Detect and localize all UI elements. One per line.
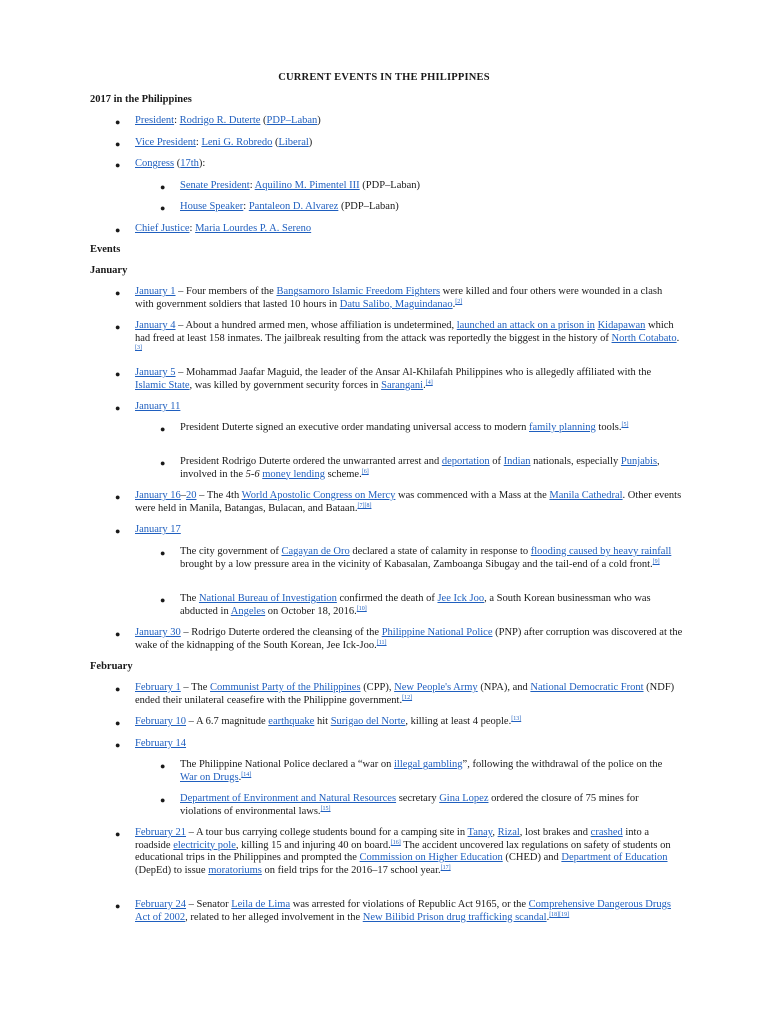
wiki-link[interactable]: Islamic State: [135, 379, 190, 391]
event-january-16: [135, 490, 683, 515]
reference-link[interactable]: [12]: [402, 694, 413, 701]
wiki-link[interactable]: Sarangani: [381, 379, 424, 391]
reference-link[interactable]: [7][8]: [357, 502, 372, 509]
event-january-17-a: [180, 546, 680, 571]
wiki-link[interactable]: Jee Ick Joo: [437, 593, 485, 604]
wiki-link[interactable]: Department of Education: [561, 852, 668, 863]
body-text: (DepEd) to issue: [135, 864, 209, 876]
wiki-link[interactable]: February 14: [135, 738, 187, 749]
reference-link[interactable]: [15]: [320, 805, 331, 812]
bullet-icon: ●: [115, 718, 121, 728]
reference-link[interactable]: [14]: [241, 771, 252, 778]
wiki-link[interactable]: 20: [186, 490, 197, 501]
body-text: confirmed the death of: [336, 593, 438, 604]
wiki-link[interactable]: Leila de Lima: [231, 899, 291, 910]
reference-link[interactable]: [6]: [361, 468, 369, 475]
reference-link[interactable]: [17]: [440, 864, 451, 871]
wiki-link[interactable]: launched an attack on a prison in: [456, 320, 595, 331]
bullet-icon: ●: [115, 160, 121, 170]
wiki-link[interactable]: Cagayan de Oro: [281, 546, 350, 557]
body-text: nationals, especially: [530, 456, 621, 467]
wiki-link[interactable]: February 1: [135, 682, 181, 693]
body-text: The Philippine National Police declared a “war on: [180, 759, 395, 770]
body-text: – About a hundred armed men, whose affiliation is undetermined,: [175, 320, 457, 331]
body-text: which had freed at least 158 inmates. The jailbreak resulting from the attack was reportedly the biggest in the history of: [135, 320, 674, 344]
bullet-icon: ●: [115, 829, 121, 839]
wiki-link[interactable]: money lending: [262, 468, 325, 480]
bullet-icon: ●: [160, 203, 166, 213]
bullet-icon: ●: [160, 424, 166, 434]
body-text: , lost brakes and: [519, 827, 591, 838]
event-february-1: [135, 682, 683, 707]
body-text: , was killed by government security forces in: [189, 379, 382, 391]
wiki-link[interactable]: Department of Environment and Natural Resources: [180, 793, 397, 804]
italic-text: 5-6: [245, 468, 260, 480]
wiki-link[interactable]: Surigao del Norte: [330, 716, 406, 727]
wiki-link[interactable]: Philippine National Police: [381, 627, 493, 638]
body-text: .: [452, 298, 456, 310]
body-text: , killing 15 and injuring 40 on board.: [235, 839, 391, 851]
wiki-link[interactable]: illegal gambling: [394, 759, 463, 770]
wiki-link[interactable]: National Democratic Front: [530, 682, 644, 693]
body-text: were killed and four others were wounded in a clash with government soldiers that lasted 10 hours in: [135, 286, 663, 310]
section-heading-2017: 2017 in the Philippines: [90, 94, 192, 105]
body-text: (CPP),: [360, 682, 395, 693]
bullet-icon: ●: [115, 288, 121, 298]
bullet-icon: ●: [115, 117, 121, 127]
wiki-link[interactable]: moratoriums: [208, 864, 262, 876]
reference-link[interactable]: [5]: [621, 422, 629, 428]
bullet-icon: ●: [115, 492, 121, 502]
event-january-30: [135, 627, 683, 652]
list-item-chief-justice: Chief Justice: Maria Lourdes P. A. Sereno: [135, 223, 312, 234]
wiki-link[interactable]: Punjabis: [620, 456, 658, 467]
list-item-congress: Congress (17th):: [135, 158, 206, 169]
senate-president-link[interactable]: Senate President: [180, 180, 250, 191]
body-text: , related to her alleged involvement in the: [185, 911, 363, 923]
wiki-link[interactable]: February 10: [135, 716, 187, 727]
wiki-link[interactable]: Rizal: [497, 827, 520, 838]
wiki-link[interactable]: Manila Cathedral: [549, 490, 623, 501]
chief-justice-link[interactable]: Chief Justice: [135, 223, 190, 234]
event-january-4: [135, 320, 683, 358]
bullet-icon: ●: [160, 458, 166, 468]
president-name-link[interactable]: Rodrigo R. Duterte: [179, 115, 261, 126]
body-text: . Other events were held in Manila, Batangas, Bulacan, and Bataan.: [135, 490, 682, 514]
bullet-icon: ●: [160, 595, 166, 605]
wiki-link[interactable]: January 4: [135, 320, 176, 331]
body-text: declared a state of calamity in response to: [349, 546, 531, 557]
bullet-icon: ●: [160, 795, 166, 805]
reference-link[interactable]: [3]: [135, 345, 142, 351]
section-heading-events: Events: [90, 244, 121, 255]
body-text: on October 18, 2016.: [265, 605, 357, 617]
body-text: – A tour bus carrying college students bound for a camping site in: [186, 827, 468, 838]
body-text: – Mohammad Jaafar Maguid, the leader of the Ansar Al-Khilafah Philippines who is allegedly affiliated with the: [175, 367, 652, 378]
wiki-link[interactable]: Kidapawan: [597, 320, 646, 331]
bullet-icon: ●: [115, 369, 121, 379]
bullet-icon: ●: [160, 761, 166, 771]
wiki-link[interactable]: New People's Army: [394, 682, 478, 693]
president-link[interactable]: President: [135, 115, 175, 126]
bullet-icon: ●: [115, 740, 121, 750]
wiki-link[interactable]: National Bureau of Investigation: [198, 593, 337, 604]
wiki-link[interactable]: Angeles: [230, 605, 266, 617]
body-text: – The: [180, 682, 211, 693]
body-text: of: [489, 456, 504, 467]
body-text: – A 6.7 magnitude: [186, 716, 269, 727]
wiki-link[interactable]: January 17: [135, 524, 181, 535]
party-link[interactable]: Liberal: [278, 137, 309, 148]
body-text: , a South Korean businessman who was abducted in: [180, 593, 651, 617]
body-text: brought by a low pressure area in the vicinity of Kabasalan, Zamboanga Sibugay and the tail-end of a cold front.: [180, 558, 653, 570]
bullet-icon: ●: [160, 182, 166, 192]
vice-president-name-link[interactable]: Leni G. Robredo: [201, 137, 273, 148]
body-text: .: [676, 332, 680, 344]
wiki-link[interactable]: World Apostolic Congress on Mercy: [241, 490, 396, 501]
body-text: – Rodrigo Duterte ordered the cleansing of the: [180, 627, 382, 638]
reference-link[interactable]: [2]: [455, 298, 463, 305]
wiki-link[interactable]: North Cotabato: [611, 332, 677, 344]
reference-link[interactable]: [9]: [652, 558, 660, 565]
bullet-icon: ●: [115, 139, 121, 149]
body-text: President Duterte signed an executive order mandating universal access to modern: [180, 422, 530, 433]
body-text: (NDF) ended their unilateral ceasefire with the Philippine government.: [135, 682, 675, 706]
wiki-link[interactable]: February 21: [135, 827, 187, 838]
wiki-link[interactable]: New Bilibid Prison drug trafficking scandal: [362, 911, 547, 923]
house-speaker-link[interactable]: House Speaker: [180, 201, 244, 212]
bullet-icon: ●: [115, 322, 121, 332]
event-january-11-b: [180, 456, 680, 481]
reference-link[interactable]: [11]: [376, 639, 387, 646]
body-text: (CHED) and: [502, 852, 562, 863]
vice-president-link[interactable]: Vice President: [135, 137, 196, 148]
wiki-link[interactable]: January 16: [135, 490, 181, 501]
body-text: , killing at least 4 people.: [405, 716, 512, 727]
wiki-link[interactable]: Indian: [503, 456, 531, 467]
event-january-5: [135, 367, 683, 392]
body-text: .: [423, 379, 426, 391]
wiki-link[interactable]: Comprehensive Dangerous Drugs Act of 2002: [135, 899, 671, 923]
bullet-icon: ●: [160, 548, 166, 558]
reference-link[interactable]: [13]: [511, 716, 522, 722]
wiki-link[interactable]: earthquake: [268, 716, 315, 727]
body-text: , involved in the: [180, 456, 660, 480]
wiki-link[interactable]: Commission on Higher Education: [359, 852, 503, 863]
section-heading-february: February: [90, 661, 133, 672]
body-text: ,: [492, 827, 498, 838]
body-text: ordered the closure of 75 mines for violations of environmental laws.: [180, 793, 639, 817]
event-february-21: [135, 827, 683, 877]
body-text: – The 4th: [196, 490, 242, 501]
congress-link[interactable]: Congress: [135, 158, 175, 169]
body-text: into a roadside: [135, 827, 649, 851]
wiki-link[interactable]: January 30: [135, 627, 181, 638]
wiki-link[interactable]: January 1: [135, 286, 176, 297]
wiki-link[interactable]: Datu Salibo, Maguindanao: [339, 298, 453, 310]
wiki-link[interactable]: flooding caused by heavy rainfall: [530, 546, 672, 557]
wiki-link[interactable]: February 24: [135, 899, 187, 910]
wiki-link[interactable]: deportation: [441, 456, 490, 467]
event-february-14: [135, 738, 683, 751]
body-text: – Senator: [186, 899, 232, 910]
wiki-link[interactable]: electricity pole: [173, 839, 236, 851]
page-title: CURRENT EVENTS IN THE PHILIPPINES: [278, 72, 490, 83]
body-text: ”, following the withdrawal of the police on the: [462, 759, 663, 770]
section-heading-january: January: [90, 265, 128, 276]
body-text: was arrested for violations of Republic Act 9165, or the: [290, 899, 529, 910]
wiki-link[interactable]: January 5: [135, 367, 176, 378]
body-text: .: [238, 771, 242, 783]
party-link[interactable]: PDP–Laban: [266, 115, 318, 126]
body-text: on field trips for the 2016–17 school year.: [261, 864, 441, 876]
body-text: The accident uncovered lax regulations on safety of students on educational trips in the Philippines and prompted the: [135, 839, 671, 863]
body-text: The city government of: [180, 546, 282, 557]
body-text: (NPA), and: [477, 682, 531, 693]
event-january-11-a: [180, 422, 680, 435]
event-february-10: [135, 716, 683, 729]
event-january-1: [135, 286, 683, 311]
body-text: was commenced with a Mass at the: [395, 490, 550, 501]
bullet-icon: ●: [115, 901, 121, 911]
body-text: (PNP) after corruption was discovered at the wake of the kidnapping of the South Korean, Jee Ick-Joo.: [135, 627, 683, 651]
bullet-icon: ●: [115, 225, 121, 235]
body-text: –: [180, 490, 187, 501]
event-february-14-b: [180, 793, 680, 818]
wiki-link[interactable]: Communist Party of the Philippines: [210, 682, 361, 693]
body-text: The: [180, 593, 199, 604]
wiki-link[interactable]: Tanay: [467, 827, 493, 838]
reference-link[interactable]: [16]: [390, 839, 401, 846]
bullet-icon: ●: [115, 403, 121, 413]
event-february-24: [135, 899, 683, 924]
bullet-icon: ●: [115, 526, 121, 536]
bullet-icon: ●: [115, 684, 121, 694]
list-item-house-speaker: House Speaker: Pantaleon D. Alvarez (PDP–Laban): [180, 201, 399, 212]
wiki-link[interactable]: family planning: [529, 422, 596, 433]
wiki-link[interactable]: Bangsamoro Islamic Freedom Fighters: [276, 286, 441, 297]
house-speaker-name-link[interactable]: Pantaleon D. Alvarez: [248, 201, 339, 212]
bullet-icon: ●: [115, 629, 121, 639]
wiki-link[interactable]: Gina Lopez: [439, 793, 489, 804]
body-text: – Four members of the: [175, 286, 277, 297]
event-january-11: [135, 401, 683, 414]
senate-president-name-link[interactable]: Aquilino M. Pimentel III: [254, 180, 360, 191]
body-text: tools.: [595, 422, 622, 433]
reference-link[interactable]: [4]: [425, 379, 433, 386]
reference-link[interactable]: [18][19]: [549, 911, 570, 918]
body-text: hit: [314, 716, 331, 727]
event-february-14-a: [180, 759, 680, 784]
reference-link[interactable]: [10]: [356, 605, 367, 612]
body-text: President Rodrigo Duterte ordered the unwarranted arrest and: [180, 456, 442, 467]
wiki-link[interactable]: January 11: [135, 401, 181, 412]
body-text: .: [546, 911, 550, 923]
list-item-senate-president: Senate President: Aquilino M. Pimentel III (PDP–Laban): [180, 180, 421, 191]
list-item-vice-president: Vice President: Leni G. Robredo (Liberal): [135, 137, 313, 148]
congress-number-link[interactable]: 17th: [180, 158, 199, 169]
event-january-17-b: [180, 593, 680, 618]
event-january-17: [135, 524, 683, 537]
list-item-president: President: Rodrigo R. Duterte (PDP–Laban): [135, 115, 321, 126]
wiki-link[interactable]: War on Drugs: [180, 771, 239, 783]
wiki-link[interactable]: crashed: [590, 827, 623, 838]
chief-justice-name-link[interactable]: Maria Lourdes P. A. Sereno: [195, 223, 312, 234]
body-text: secretary: [396, 793, 440, 804]
body-text: scheme.: [324, 468, 362, 480]
